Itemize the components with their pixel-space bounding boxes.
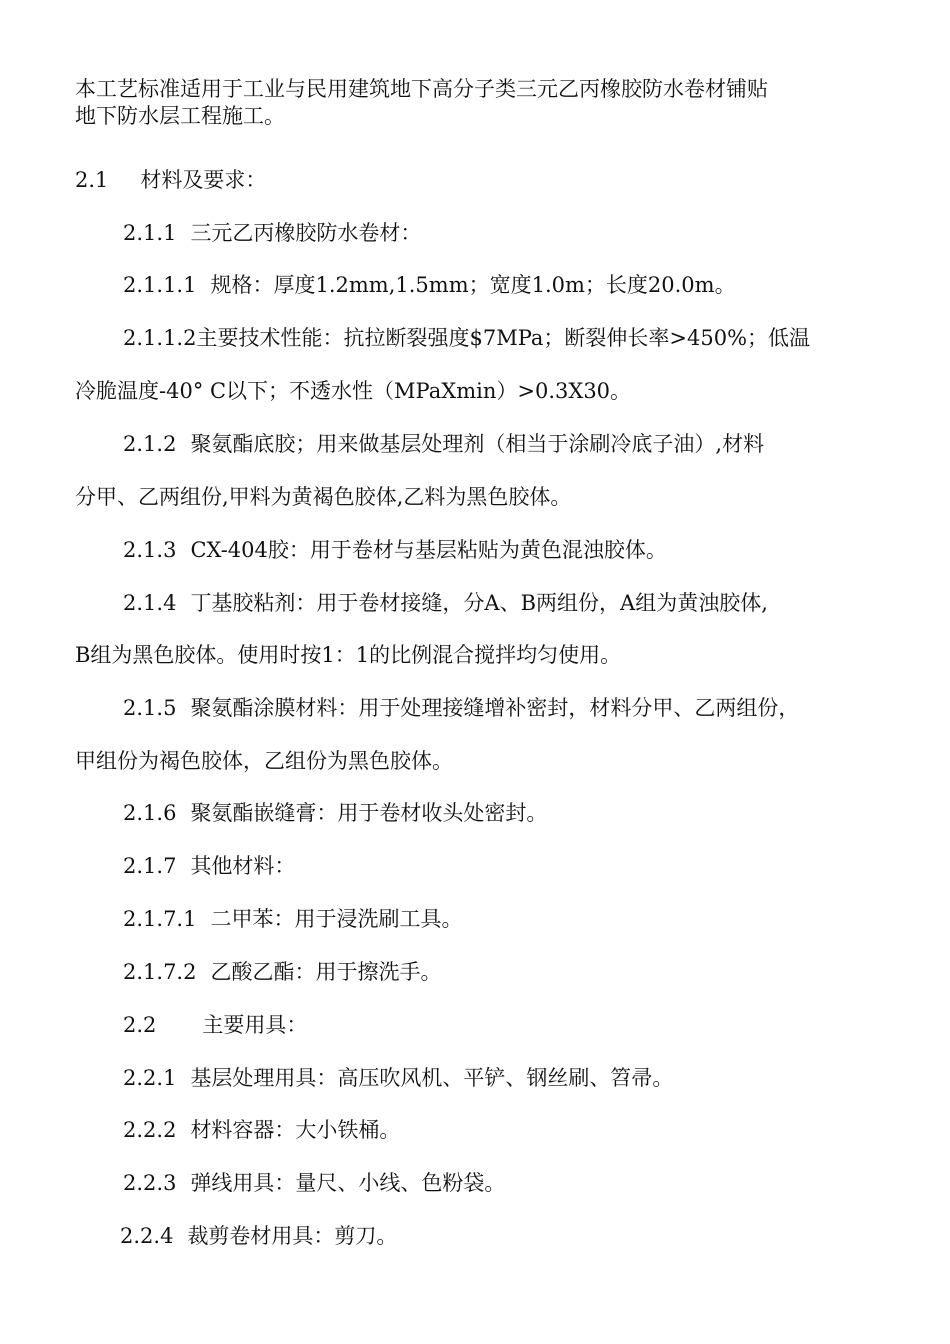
item-2-1-7-2 bbox=[123, 959, 441, 985]
item-2-1-4 bbox=[123, 590, 768, 616]
section-2-2-heading bbox=[123, 1012, 307, 1038]
item-number: 2.2.2 bbox=[123, 1118, 177, 1142]
item-2-1-1-2-line-1: 2.1.1.2主要技术性能：抗拉断裂强度$7MPa；断裂伸长率>450%；低温 bbox=[123, 326, 811, 350]
item-number: 2.1.7.2 bbox=[123, 960, 197, 984]
item-2-1-1 bbox=[123, 220, 421, 246]
item-2-1-6 bbox=[123, 800, 547, 826]
item-2-2-2 bbox=[123, 1117, 400, 1143]
item-2-1-7 bbox=[123, 853, 295, 879]
item-number: 2.1.3 bbox=[123, 538, 177, 562]
item-text: 乙酸乙酯：用于擦洗手。 bbox=[210, 960, 442, 984]
item-text: CX-404胶：用于卷材与基层粘贴为黄色混浊胶体。 bbox=[190, 538, 667, 562]
item-2-1-3 bbox=[123, 537, 667, 563]
item-2-1-1-1 bbox=[123, 272, 736, 298]
section-2-1-heading bbox=[75, 167, 266, 193]
item-2-2-1 bbox=[123, 1065, 673, 1091]
section-number: 2.1 bbox=[75, 168, 109, 192]
item-2-1-5-line-2: 甲组份为褐色胶体，乙组份为黑色胶体。 bbox=[75, 749, 453, 773]
section-title: 材料及要求： bbox=[140, 168, 267, 192]
item-text: 材料容器：大小铁桶。 bbox=[190, 1118, 401, 1142]
intro-line-1: 本工艺标准适用于工业与民用建筑地下高分子类三元乙丙橡胶防水卷材铺贴 bbox=[75, 77, 768, 101]
item-text-line-1: 丁基胶粘剂：用于卷材接缝，分A、B两组份，A组为黄浊胶体, bbox=[190, 591, 768, 615]
item-number: 2.1.1.1 bbox=[123, 273, 197, 297]
section-title: 主要用具： bbox=[202, 1013, 308, 1037]
item-text: 其他材料： bbox=[190, 854, 296, 878]
intro-paragraph bbox=[75, 76, 768, 130]
item-2-1-1-2-line-2: 冷脆温度-40° C以下；不透水性（MPaXmin）>0.3X30。 bbox=[75, 379, 632, 403]
item-2-1-4-line-2: B组为黑色胶体。使用时按1：1的比例混合搅拌均匀使用。 bbox=[75, 643, 622, 667]
item-2-1-7-1 bbox=[123, 906, 462, 932]
item-2-1-2 bbox=[123, 431, 764, 457]
item-2-1-2-line-2: 分甲、乙两组份,甲料为黄褐色胶体,乙料为黑色胶体。 bbox=[75, 485, 572, 509]
item-number: 2.1.7 bbox=[123, 854, 177, 878]
item-number: 2.1.1 bbox=[123, 221, 177, 245]
item-text-line-1: 聚氨酯底胶；用来做基层处理剂（相当于涂刷冷底子油）,材料 bbox=[190, 432, 765, 456]
item-number: 2.2.4 bbox=[120, 1224, 174, 1248]
item-text: 弹线用具：量尺、小线、色粉袋。 bbox=[190, 1171, 506, 1195]
item-number: 2.2.3 bbox=[123, 1171, 177, 1195]
item-text: 基层处理用具：高压吹风机、平铲、钢丝刷、笤帚。 bbox=[190, 1066, 674, 1090]
item-number: 2.1.4 bbox=[123, 591, 177, 615]
item-text: 二甲苯：用于浸洗刷工具。 bbox=[210, 907, 463, 931]
item-number: 2.1.5 bbox=[123, 696, 177, 720]
item-text: 聚氨酯嵌缝膏：用于卷材收头处密封。 bbox=[190, 801, 548, 825]
item-text: 规格：厚度1.2mm,1.5mm；宽度1.0m；长度20.0m。 bbox=[210, 273, 736, 297]
item-text: 裁剪卷材用具：剪刀。 bbox=[187, 1224, 398, 1248]
item-2-2-3 bbox=[123, 1170, 505, 1196]
item-2-2-4 bbox=[120, 1223, 397, 1249]
intro-line-2: 地下防水层工程施工。 bbox=[75, 104, 285, 128]
section-number: 2.2 bbox=[123, 1013, 157, 1037]
item-number: 2.1.2 bbox=[123, 432, 177, 456]
item-number: 2.1.6 bbox=[123, 801, 177, 825]
item-number: 2.2.1 bbox=[123, 1066, 177, 1090]
item-text: 三元乙丙橡胶防水卷材： bbox=[190, 221, 422, 245]
item-2-1-5 bbox=[123, 695, 799, 721]
item-text-line-1: 聚氨酯涂膜材料：用于处理接缝增补密封，材料分甲、乙两组份， bbox=[190, 696, 800, 720]
item-number: 2.1.7.1 bbox=[123, 907, 197, 931]
